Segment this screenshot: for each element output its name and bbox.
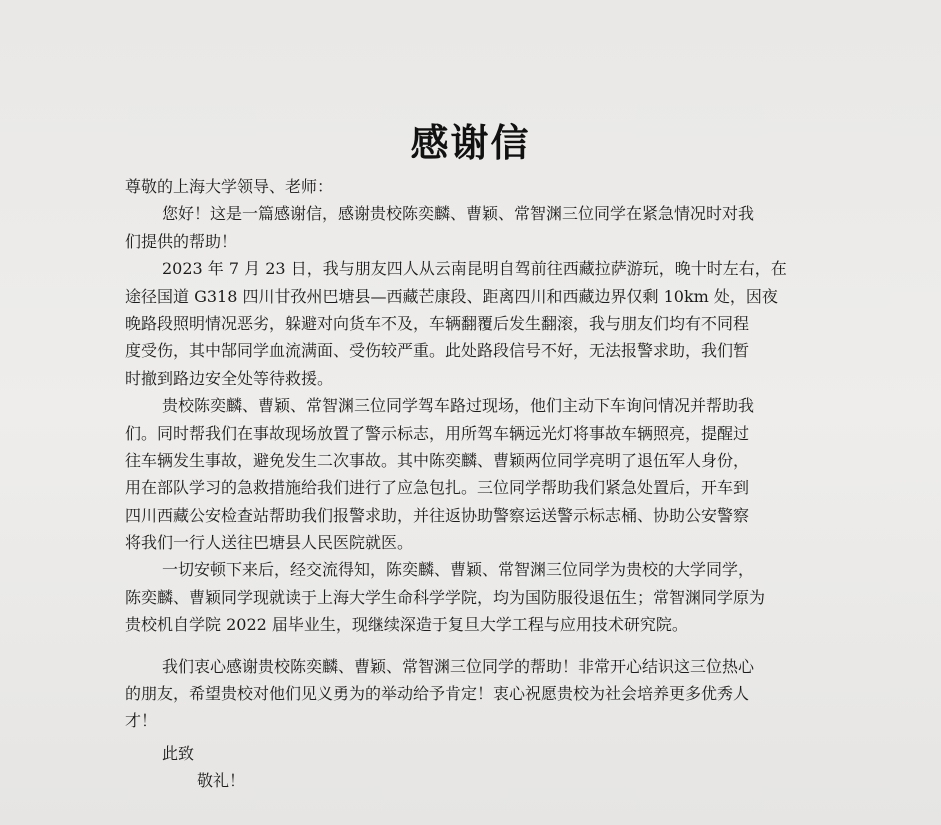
paragraph-2	[125, 255, 815, 392]
paragraph-line: 晚路段照明情况恶劣，躲避对向货车不及，车辆翻覆后发生翻滚，我与朋友们均有不同程	[125, 313, 750, 333]
paragraph-line: 往车辆发生事故，避免发生二次事故。其中陈奕麟、曹颖两位同学亮明了退伍军人身份，	[125, 450, 750, 470]
paragraph-line: 途径国道 G318 四川甘孜州巴塘县—西藏芒康段、距离四川和西藏边界仅剩 10km 处，因夜	[125, 286, 778, 306]
paragraph-4	[125, 556, 815, 638]
paragraph-line: 贵校陈奕麟、曹颖、常智渊三位同学驾车路过现场，他们主动下车询问情况并帮助我	[162, 396, 755, 416]
paragraph-3	[125, 392, 815, 556]
paragraph-line: 时撤到路边安全处等待救援。	[125, 368, 334, 388]
paragraph-5	[125, 653, 815, 735]
paragraph-line: 将我们一行人送往巴塘县人民医院就医。	[125, 533, 414, 553]
paragraph-line: 度受伤，其中郜同学血流满面、受伤较严重。此处路段信号不好，无法报警求助，我们暂	[125, 341, 750, 361]
paragraph-line: 们。同时帮我们在事故现场放置了警示标志，用所驾车辆远光灯将事故车辆照亮，提醒过	[125, 423, 750, 443]
paragraph-1	[125, 200, 815, 255]
paragraph-spacer	[125, 639, 815, 653]
closing-salutation: 此致	[162, 743, 195, 763]
paragraph-line: 四川西藏公安检查站帮助我们报警求助，并往返协助警察运送警示标志桶、协助公安警察	[125, 505, 750, 525]
letter-title: 感谢信	[410, 121, 531, 165]
paragraph-line: 用在部队学习的急救措施给我们进行了应急包扎。三位同学帮助我们紧急处置后，开车到	[125, 478, 750, 498]
closing-regards: 敬礼！	[197, 771, 246, 791]
paragraph-line: 2023 年 7 月 23 日，我与朋友四人从云南昆明自驾前往西藏拉萨游玩，晚十时左右，在	[162, 259, 787, 279]
letter-body	[125, 173, 815, 795]
paragraph-line: 陈奕麟、曹颖同学现就读于上海大学生命科学学院，均为国防服役退伍生；常智渊同学原为	[125, 587, 766, 607]
paragraph-line: 我们衷心感谢贵校陈奕麟、曹颖、常智渊三位同学的帮助！非常开心结识这三位热心	[162, 656, 755, 676]
paragraph-line: 一切安顿下来后，经交流得知，陈奕麟、曹颖、常智渊三位同学为贵校的大学同学，	[162, 560, 755, 580]
paragraph-line: 贵校机自学院 2022 届毕业生，现继续深造于复旦大学工程与应用技术研究院。	[125, 615, 688, 635]
paragraph-line: 们提供的帮助！	[125, 231, 238, 251]
paragraph-line: 才！	[125, 711, 158, 731]
paragraph-line: 您好！这是一篇感谢信，感谢贵校陈奕麟、曹颖、常智渊三位同学在紧急情况时对我	[162, 204, 755, 224]
paragraph-line: 的朋友，希望贵校对他们见义勇为的举动给予肯定！衷心祝愿贵校为社会培养更多优秀人	[125, 684, 750, 704]
greeting: 尊敬的上海大学领导、老师：	[125, 177, 334, 196]
